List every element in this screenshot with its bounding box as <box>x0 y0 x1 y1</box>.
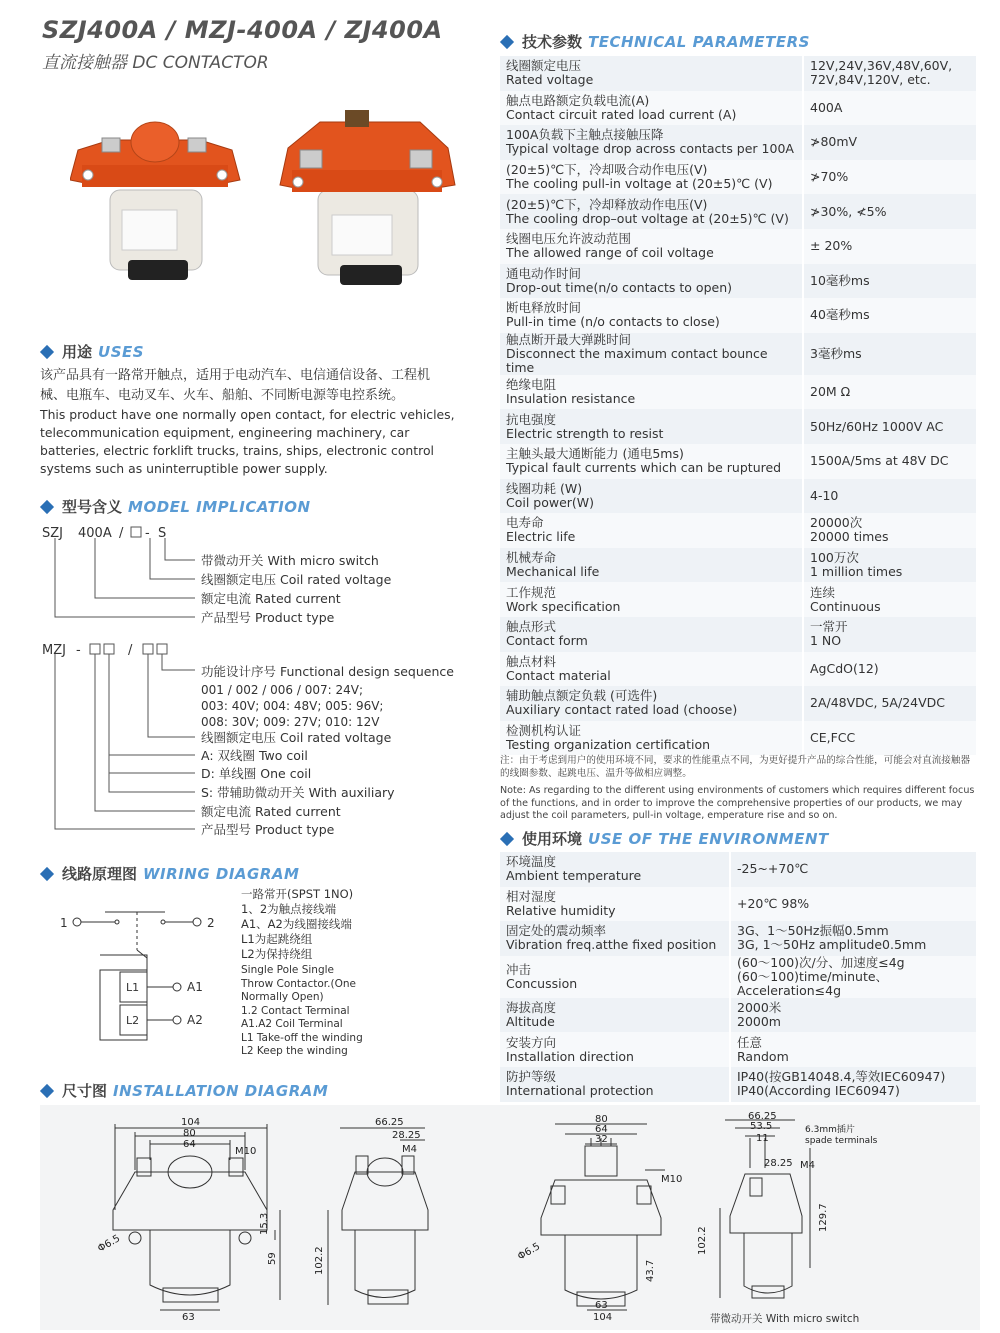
mzj-label-3: 008: 30V; 009: 27V; 010: 12V <box>201 715 380 729</box>
param-value-cell <box>730 887 976 922</box>
param-value-cell <box>803 444 976 479</box>
table-row <box>500 333 976 375</box>
param-name-cell <box>500 998 730 1033</box>
mzj-label-9: 产品型号 Product type <box>201 822 335 837</box>
param-name-en: Typical fault currents which can be ruptured <box>506 460 782 476</box>
wiring-note: 一路常开(SPST 1NO) <box>241 887 354 901</box>
table-row <box>500 686 976 721</box>
tech-heading-en: TECHNICAL PARAMETERS <box>588 32 810 51</box>
wiring-schematic <box>55 890 235 1060</box>
param-name-en: The allowed range of coil voltage <box>506 245 714 261</box>
wiring-note: A1、A2为线圈接线端 <box>241 917 352 931</box>
param-name-en: Pull-in time (n/o contacts to close) <box>506 314 720 330</box>
mzj-label-5: A: 双线圈 Two coil <box>201 748 308 763</box>
product-subtitle: 直流接触器 DC CONTACTOR <box>42 53 269 73</box>
param-value: +20℃ 98% <box>737 895 810 911</box>
param-value-cell <box>803 160 976 195</box>
param-name-cn: 触点形式 <box>506 619 557 635</box>
param-name-en: Installation direction <box>506 1048 634 1064</box>
szj-code: SZJ <box>42 526 63 541</box>
param-value: 2000米 <box>737 1000 782 1016</box>
terminal-1-label: 1 <box>60 916 68 930</box>
param-value: ± 20% <box>810 238 853 254</box>
param-name-cell <box>500 229 803 264</box>
install-drawing-front-micro <box>515 1110 715 1325</box>
param-name-cn: 检测机构认证 <box>506 722 582 738</box>
param-name-en: Work specification <box>506 598 621 614</box>
param-name-cell <box>500 56 803 91</box>
szj-label-3: 产品型号 Product type <box>201 610 335 625</box>
wiring-heading-cn: 线路原理图 <box>62 865 138 883</box>
param-value-cell <box>803 264 976 299</box>
dim-label: 32 <box>595 1134 608 1145</box>
table-row <box>500 1032 976 1067</box>
svg-text:/: / <box>128 643 133 658</box>
tech-heading-cn: 技术参数 <box>522 33 583 51</box>
param-value-secondary: 72V,84V,120V, etc. <box>810 72 931 88</box>
szj-current: 400A <box>78 526 112 541</box>
param-name-en: Contact circuit rated load current (A) <box>506 106 737 122</box>
micro-switch-caption: 带微动开关 With micro switch <box>710 1313 860 1325</box>
dim-label: Φ6.5 <box>516 1241 543 1263</box>
param-name-cell <box>500 125 803 160</box>
param-value-cell <box>803 652 976 687</box>
table-row <box>500 852 976 887</box>
param-name-cn: 电寿命 <box>506 515 544 531</box>
table-row <box>500 91 976 126</box>
dim-label: 66.25 <box>748 1111 777 1122</box>
param-name-cn: (20±5)℃下，冷却吸合动作电压(V) <box>506 162 708 178</box>
param-name-cn: 辅助触点额定负载 (可选件) <box>506 688 658 704</box>
diamond-bullet-icon <box>40 344 54 358</box>
param-name-cn: 线圈功耗 (W) <box>506 480 583 496</box>
param-name-en: Electric strength to resist <box>506 425 664 441</box>
param-name-cell <box>500 91 803 126</box>
param-value: IP40(按GB14048.4,等效IEC60947) <box>737 1069 946 1085</box>
param-name-cn: (20±5)℃下，冷却释放动作电压(V) <box>506 196 708 212</box>
dim-label: 64 <box>595 1124 608 1135</box>
install-heading <box>42 1080 328 1101</box>
param-name-en: Concussion <box>506 975 578 991</box>
dim-label: M4 <box>402 1144 417 1155</box>
param-value: 100万次 <box>810 550 859 566</box>
model-heading-en: MODEL IMPLICATION <box>128 497 311 516</box>
param-name-cell <box>500 852 730 887</box>
param-value: ≯80mV <box>810 134 858 150</box>
param-value-cell <box>730 998 976 1033</box>
table-row <box>500 264 976 299</box>
param-value-cell <box>803 409 976 444</box>
wiring-note: L1为起跳绕组 <box>241 932 313 946</box>
dim-label: 129.7 <box>818 1203 829 1232</box>
param-name-cell <box>500 652 803 687</box>
param-name-cell <box>500 160 803 195</box>
param-name-cn: 海拔高度 <box>506 1000 557 1016</box>
param-value-cell <box>730 1032 976 1067</box>
param-name-cell <box>500 956 730 998</box>
svg-text:-: - <box>145 526 150 541</box>
param-name-cell <box>500 582 803 617</box>
param-name-en: Rated voltage <box>506 72 594 88</box>
param-value-secondary: 20000 times <box>810 529 889 545</box>
param-value-cell <box>730 1067 976 1102</box>
param-name-cn: 通电动作时间 <box>506 265 582 281</box>
param-value-cell <box>730 852 976 887</box>
param-value-cell <box>803 513 976 548</box>
szj-label-0: 带微动开关 With micro switch <box>201 553 379 568</box>
param-value-cell <box>803 194 976 229</box>
param-value-cell <box>803 375 976 410</box>
table-row <box>500 998 976 1033</box>
param-name-cell <box>500 409 803 444</box>
param-name-en: Disconnect the maximum contact bounce time <box>506 345 768 375</box>
tech-param-table <box>500 56 976 755</box>
dim-label: 6.3mm插片 <box>805 1125 855 1135</box>
param-name-cn: 100A负载下主触点接触压降 <box>506 127 664 143</box>
param-name-cell <box>500 1032 730 1067</box>
table-row <box>500 582 976 617</box>
param-value: 20000次 <box>810 515 863 531</box>
param-value-secondary: (60～100)time/minute、Acceleration≤4g <box>737 968 889 998</box>
param-name-cell <box>500 1067 730 1102</box>
svg-text:/: / <box>119 526 124 541</box>
tech-note-cn: 注：由于考虑到用户的使用环境不同，要求的性能重点不同，为更好提升产品的综合性能，可能会对直流接触器的线圈参数、起跳电压、温升等做相应调整。 <box>500 755 971 779</box>
table-row <box>500 887 976 922</box>
svg-text:-: - <box>76 643 81 658</box>
param-value: -25~+70℃ <box>737 861 809 877</box>
param-value-cell <box>803 582 976 617</box>
table-row <box>500 409 976 444</box>
param-name-en: Testing organization certification <box>506 736 711 752</box>
table-row <box>500 479 976 514</box>
mzj-label-4: 线圈额定电压 Coil rated voltage <box>201 730 392 745</box>
param-value-cell <box>803 686 976 721</box>
param-name-en: Vibration freq.atthe fixed position <box>506 937 717 953</box>
param-value: 4-10 <box>810 487 839 503</box>
dim-label: 11 <box>756 1133 769 1144</box>
table-row <box>500 160 976 195</box>
param-value: (60～100)次/分、加速度≤4g <box>737 954 905 970</box>
param-value-secondary: Continuous <box>810 598 881 614</box>
wiring-note: L2为保持绕组 <box>241 947 313 961</box>
param-value: 一常开 <box>810 619 848 635</box>
param-value-secondary: Random <box>737 1048 789 1064</box>
param-value-cell <box>803 548 976 583</box>
diamond-bullet-icon <box>40 1083 54 1097</box>
mzj-label-6: D: 单线圈 One coil <box>201 766 312 781</box>
model-heading <box>42 496 311 517</box>
svg-text:S: S <box>158 526 167 541</box>
param-value: 任意 <box>737 1034 763 1050</box>
table-row <box>500 375 976 410</box>
dim-label: 102.2 <box>697 1226 708 1255</box>
param-name-en: Contact form <box>506 633 588 649</box>
mzj-label-1: 001 / 002 / 006 / 007: 24V; <box>201 683 364 697</box>
diamond-bullet-icon <box>40 866 54 880</box>
install-drawing-front <box>95 1110 295 1325</box>
szj-label-2: 额定电流 Rated current <box>201 591 341 606</box>
param-name-cell <box>500 721 803 756</box>
table-row <box>500 1067 976 1102</box>
param-name-cn: 机械寿命 <box>506 550 557 566</box>
param-name-cell <box>500 298 803 333</box>
param-value-cell <box>803 91 976 126</box>
install-heading-en: INSTALLATION DIAGRAM <box>113 1081 329 1100</box>
param-name-cell <box>500 444 803 479</box>
param-name-cell <box>500 479 803 514</box>
param-value-cell <box>730 921 976 956</box>
param-value: 20M Ω <box>810 384 851 400</box>
table-row <box>500 125 976 160</box>
mzj-label-2: 003: 40V; 004: 48V; 005: 96V; <box>201 699 384 713</box>
wiring-note: 1、2为触点接线端 <box>241 902 337 916</box>
param-value-secondary: 3G, 1～50Hz amplitude0.5mm <box>737 937 927 953</box>
dim-label: 28.25 <box>764 1158 793 1169</box>
param-name-cell <box>500 333 803 375</box>
uses-heading-en: USES <box>98 342 145 361</box>
table-row <box>500 56 976 91</box>
env-heading-en: USE OF THE ENVIRONMENT <box>588 829 829 848</box>
param-name-cn: 相对湿度 <box>506 888 557 904</box>
param-name-en: Coil power(W) <box>506 494 595 510</box>
param-name-cell <box>500 194 803 229</box>
wiring-note: A1.A2 Coil Terminal <box>241 1018 343 1030</box>
param-name-cell <box>500 513 803 548</box>
param-name-cn: 防护等级 <box>506 1069 557 1085</box>
param-name-cn: 冲击 <box>506 961 532 977</box>
param-name-en: Ambient temperature <box>506 868 642 884</box>
param-value-cell <box>803 479 976 514</box>
dim-label: 80 <box>595 1114 608 1125</box>
table-row <box>500 956 976 998</box>
table-row <box>500 298 976 333</box>
param-value: AgCdO(12) <box>810 660 879 676</box>
param-name-en: The cooling pull-in voltage at (20±5)℃ (V) <box>506 176 773 192</box>
tech-note-en: Note: As regarding to the different using environments of customers which requires different focus of the functions, and in order to improve the comprehensive properties of our products, we may adjust the coil parameters, pull-in voltage, emperature rise and so on. <box>500 785 975 821</box>
install-drawing-side-micro <box>700 1108 885 1313</box>
param-name-cn: 固定处的震动频率 <box>506 923 607 939</box>
wiring-heading-en: WIRING DIAGRAM <box>143 864 300 883</box>
param-value-secondary: 2000m <box>737 1014 781 1030</box>
wiring-note: 1.2 Contact Terminal <box>241 1004 350 1017</box>
mzj-label-0: 功能设计序号 Functional design sequence <box>201 664 454 679</box>
mzj-code: MZJ <box>42 643 66 658</box>
dim-label: 28.25 <box>392 1130 421 1141</box>
wiring-note: L1 Take-off the winding <box>241 1031 363 1044</box>
param-name-cn: 线圈额定电压 <box>506 58 582 74</box>
contactor-photo-right <box>280 110 455 285</box>
param-name-en: Electric life <box>506 529 576 545</box>
param-value: ≯30%, ≮5% <box>810 203 887 219</box>
uses-heading <box>42 341 144 362</box>
table-row <box>500 444 976 479</box>
dim-label: 15.3 <box>259 1212 270 1235</box>
param-value: 3毫秒ms <box>810 345 862 361</box>
dim-label: M10 <box>235 1146 257 1157</box>
diamond-bullet-icon <box>40 499 54 513</box>
param-value: 400A <box>810 99 843 115</box>
install-drawing-side <box>300 1110 445 1325</box>
contactor-photo-left <box>70 122 240 280</box>
mzj-label-7: S: 带辅助微动开关 With auxiliary <box>201 785 395 800</box>
table-row <box>500 513 976 548</box>
tech-heading <box>502 31 810 52</box>
wiring-heading <box>42 863 299 884</box>
param-name-cn: 抗电强度 <box>506 411 557 427</box>
mzj-label-8: 额定电流 Rated current <box>201 804 341 819</box>
param-name-en: Typical voltage drop across contacts per 100A <box>506 141 794 157</box>
param-value-secondary: 1 million times <box>810 564 903 580</box>
table-row <box>500 617 976 652</box>
wiring-note: Throw Contactor.(One <box>241 977 356 990</box>
param-name-en: Drop-out time(n/o contacts to open) <box>506 279 732 295</box>
diamond-bullet-icon <box>500 831 514 845</box>
param-name-cell <box>500 375 803 410</box>
param-value: ≯70% <box>810 169 849 185</box>
param-name-cell <box>500 264 803 299</box>
model-heading-cn: 型号含义 <box>62 498 123 516</box>
param-value-secondary: 1 NO <box>810 633 842 649</box>
param-value: 2A/48VDC, 5A/24VDC <box>810 695 945 711</box>
wiring-note: L2 Keep the winding <box>241 1045 348 1057</box>
param-value: 10毫秒ms <box>810 272 870 288</box>
param-name-cell <box>500 617 803 652</box>
env-table <box>500 852 976 1102</box>
model-implication-diagram <box>40 520 460 840</box>
param-name-cn: 安装方向 <box>506 1034 557 1050</box>
param-name-en: Relative humidity <box>506 902 616 918</box>
param-value: 连续 <box>810 584 836 600</box>
param-name-en: Contact material <box>506 667 611 683</box>
param-name-cn: 触点断开最大弹跳时间 <box>506 331 632 347</box>
param-name-cell <box>500 887 730 922</box>
table-row <box>500 652 976 687</box>
dim-label: 63 <box>182 1312 195 1323</box>
param-value-cell <box>803 333 976 375</box>
wiring-note: Single Pole Single <box>241 964 334 976</box>
param-value-cell <box>803 56 976 91</box>
param-name-en: Insulation resistance <box>506 391 636 407</box>
param-value: 50Hz/60Hz 1000V AC <box>810 418 944 434</box>
env-heading-cn: 使用环境 <box>522 830 583 848</box>
table-row <box>500 229 976 264</box>
wiring-notes <box>241 887 461 1059</box>
dim-label: 104 <box>593 1312 613 1323</box>
param-name-cn: 环境温度 <box>506 854 557 870</box>
param-name-en: Altitude <box>506 1014 555 1030</box>
param-name-cn: 工作规范 <box>506 584 557 600</box>
table-row <box>500 548 976 583</box>
param-name-en: The cooling drop–out voltage at (20±5)℃ (V) <box>506 210 789 226</box>
product-title: SZJ400A / MZJ-400A / ZJ400A <box>42 16 443 44</box>
param-name-en: Auxiliary contact rated load (choose) <box>506 702 738 718</box>
param-value: CE,FCC <box>810 729 856 745</box>
coil-l1-label: L1 <box>126 981 140 994</box>
param-name-cell <box>500 686 803 721</box>
diamond-bullet-icon <box>500 34 514 48</box>
dim-label: M10 <box>661 1174 683 1185</box>
param-value: 3G、1～50Hz振幅0.5mm <box>737 923 889 939</box>
terminal-2-label: 2 <box>207 916 215 930</box>
param-value-cell <box>803 298 976 333</box>
terminal-a2-label: A2 <box>187 1013 203 1027</box>
env-heading <box>502 828 829 849</box>
param-name-cn: 主触头最大通断能力 (通电5ms) <box>506 446 684 462</box>
param-value: 1500A/5ms at 48V DC <box>810 453 949 469</box>
dim-label: 43.7 <box>645 1259 656 1282</box>
param-name-cn: 断电释放时间 <box>506 300 582 316</box>
param-name-cn: 绝缘电阻 <box>506 377 557 393</box>
uses-text-en: This product have one normally open contact, for electric vehicles, telecommunication equipment, engineering machinery, car batteries, electric forklift trucks, trains, ships, electronic control systems such as uninterruptible power supply. <box>40 407 455 476</box>
param-name-en: Mechanical life <box>506 564 600 580</box>
param-value-cell <box>803 721 976 756</box>
dim-label: Φ6.5 <box>96 1233 123 1255</box>
wiring-note: Normally Open) <box>241 991 324 1003</box>
param-name-en: International protection <box>506 1083 654 1099</box>
dim-label: 66.25 <box>375 1117 404 1128</box>
coil-l2-label: L2 <box>126 1014 140 1027</box>
table-row <box>500 921 976 956</box>
param-name-cell <box>500 548 803 583</box>
param-value-cell <box>803 125 976 160</box>
dim-label: 53.5 <box>750 1121 773 1132</box>
param-value-cell <box>730 956 976 998</box>
dim-label: 64 <box>183 1139 196 1150</box>
param-name-cn: 触点电路额定负载电流(A) <box>506 92 650 108</box>
install-heading-cn: 尺寸图 <box>62 1082 108 1100</box>
table-row <box>500 721 976 756</box>
param-name-cn: 线圈电压允许波动范围 <box>506 231 632 247</box>
dim-label: 104 <box>181 1117 201 1128</box>
product-photos <box>70 110 490 290</box>
dim-label: M4 <box>800 1160 815 1171</box>
terminal-a1-label: A1 <box>187 980 203 994</box>
param-name-cell <box>500 921 730 956</box>
dim-label: 80 <box>183 1128 196 1139</box>
uses-text-cn: 该产品具有一路常开触点，适用于电动汽车、电信通信设备、工程机械、电瓶车、电动叉车、火车、船舶、不同断电源等电控系统。 <box>40 368 431 403</box>
param-value-secondary: IP40(According IEC60947) <box>737 1083 900 1099</box>
dim-label: 59 <box>267 1252 278 1265</box>
param-value: 40毫秒ms <box>810 307 870 323</box>
dim-label: 102.2 <box>314 1246 325 1275</box>
dim-label: 63 <box>595 1300 608 1311</box>
param-name-cn: 触点材料 <box>506 653 557 669</box>
uses-heading-cn: 用途 <box>62 343 93 361</box>
szj-label-1: 线圈额定电压 Coil rated voltage <box>201 572 392 587</box>
param-value-cell <box>803 617 976 652</box>
param-value-cell <box>803 229 976 264</box>
dim-label: spade terminals <box>805 1136 878 1146</box>
table-row <box>500 194 976 229</box>
param-value: 12V,24V,36V,48V,60V, <box>810 58 953 74</box>
